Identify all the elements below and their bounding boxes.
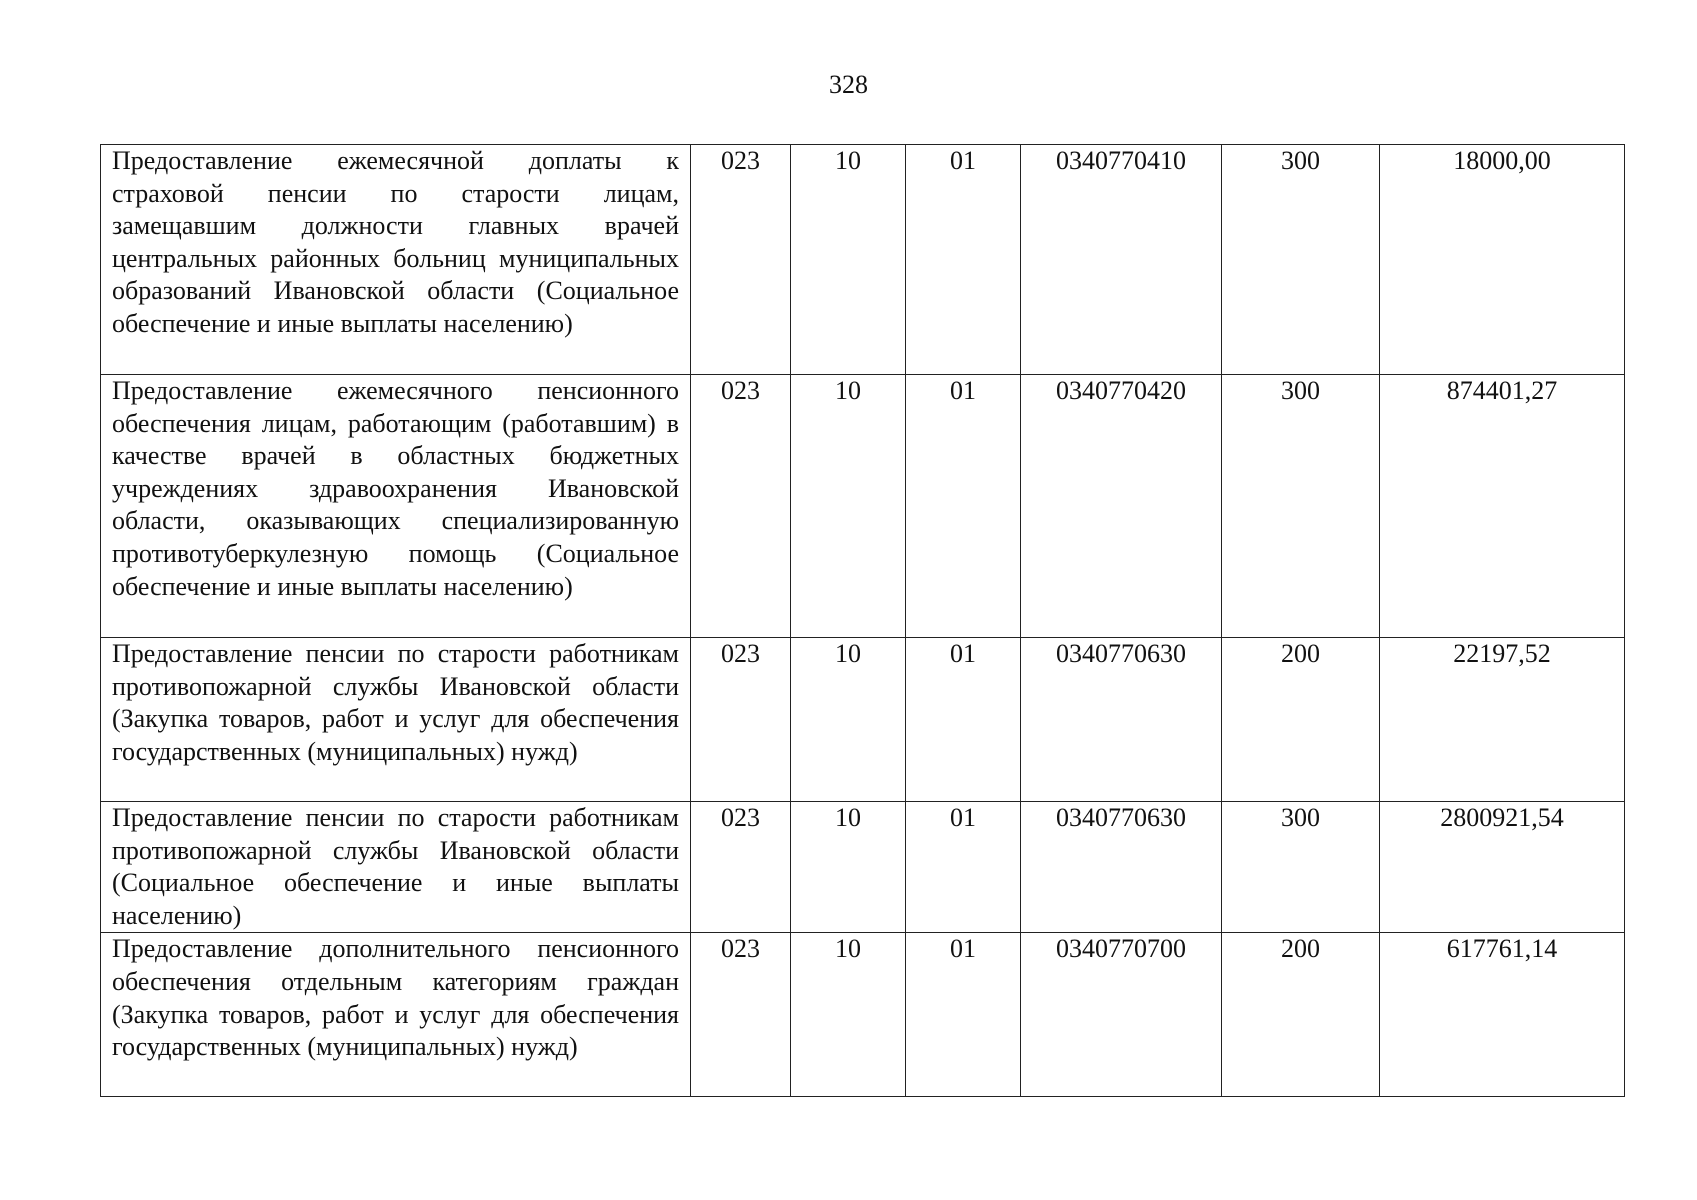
amount: 18000,00 — [1380, 145, 1625, 375]
target-article-code: 0340770700 — [1021, 933, 1222, 1097]
table-row — [101, 638, 1625, 802]
expense-type-code: 200 — [1222, 638, 1380, 802]
expense-type-code: 200 — [1222, 933, 1380, 1097]
table-row — [101, 145, 1625, 375]
section-code: 10 — [791, 933, 906, 1097]
section-code: 10 — [791, 375, 906, 638]
subsection-code: 01 — [906, 145, 1021, 375]
ministry-code: 023 — [691, 802, 791, 933]
row-description: Предоставление ежемесячной доплаты к страховой пенсии по старости лицам, замещавшим должности главных врачей центральных районных больниц муниципальных образований Ивановской области (Социальное обеспечение и иные выплаты населению) — [101, 145, 691, 375]
target-article-code: 0340770630 — [1021, 638, 1222, 802]
table-row — [101, 933, 1625, 1097]
ministry-code: 023 — [691, 638, 791, 802]
amount: 874401,27 — [1380, 375, 1625, 638]
target-article-code: 0340770420 — [1021, 375, 1222, 638]
ministry-code: 023 — [691, 933, 791, 1097]
table-row — [101, 802, 1625, 933]
row-description: Предоставление дополнительного пенсионного обеспечения отдельным категориям граждан (Закупка товаров, работ и услуг для обеспечения государственных (муниципальных) нужд) — [101, 933, 691, 1097]
row-description: Предоставление пенсии по старости работникам противопожарной службы Ивановской области (Закупка товаров, работ и услуг для обеспечения государственных (муниципальных) нужд) — [101, 638, 691, 802]
table-row — [101, 375, 1625, 638]
section-code: 10 — [791, 802, 906, 933]
target-article-code: 0340770410 — [1021, 145, 1222, 375]
subsection-code: 01 — [906, 802, 1021, 933]
row-description: Предоставление ежемесячного пенсионного обеспечения лицам, работающим (работавшим) в качестве врачей в областных бюджетных учреждениях здравоохранения Ивановской области, оказывающих специализированную противотуберкулезную помощь (Социальное обеспечение и иные выплаты населению) — [101, 375, 691, 638]
amount: 2800921,54 — [1380, 802, 1625, 933]
subsection-code: 01 — [906, 933, 1021, 1097]
expense-type-code: 300 — [1222, 145, 1380, 375]
budget-table — [100, 144, 1625, 1097]
ministry-code: 023 — [691, 375, 791, 638]
section-code: 10 — [791, 145, 906, 375]
section-code: 10 — [791, 638, 906, 802]
page-number: 328 — [829, 70, 868, 99]
ministry-code: 023 — [691, 145, 791, 375]
expense-type-code: 300 — [1222, 375, 1380, 638]
amount: 22197,52 — [1380, 638, 1625, 802]
amount: 617761,14 — [1380, 933, 1625, 1097]
target-article-code: 0340770630 — [1021, 802, 1222, 933]
row-description: Предоставление пенсии по старости работникам противопожарной службы Ивановской области (Социальное обеспечение и иные выплаты населению) — [101, 802, 691, 933]
expense-type-code: 300 — [1222, 802, 1380, 933]
subsection-code: 01 — [906, 375, 1021, 638]
subsection-code: 01 — [906, 638, 1021, 802]
